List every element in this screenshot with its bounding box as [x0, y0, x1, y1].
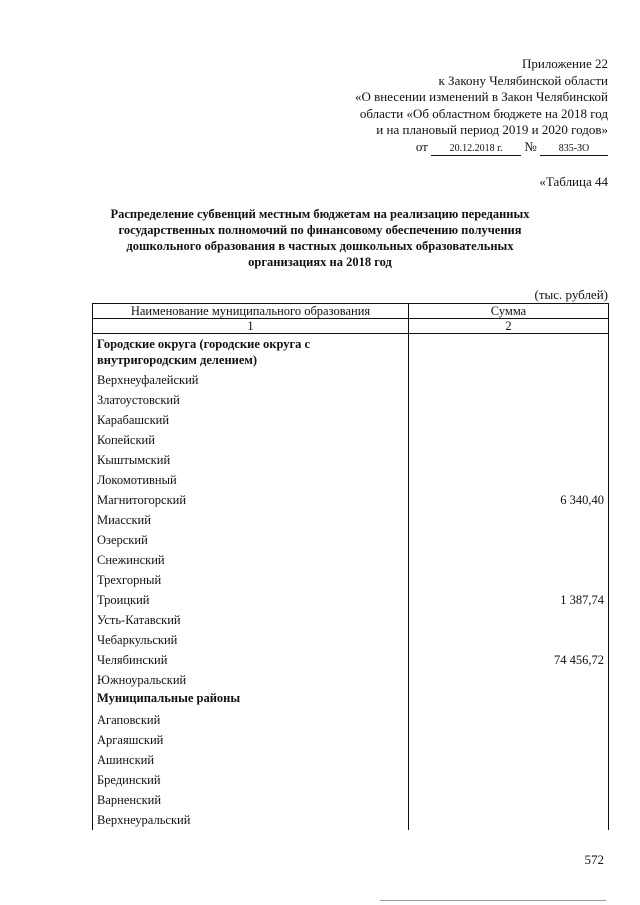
- section-sum-empty: [409, 690, 609, 710]
- municipality-sum: [409, 410, 609, 430]
- municipality-name: Карабашский: [93, 410, 409, 430]
- municipality-sum: [409, 530, 609, 550]
- municipality-sum: [409, 770, 609, 790]
- municipality-name: Озерский: [93, 530, 409, 550]
- table-row: [93, 610, 609, 630]
- section-sum-empty: [409, 334, 609, 371]
- units-label: (тыс. рублей): [534, 287, 608, 302]
- municipality-name: Верхнеуфалейский: [93, 370, 409, 390]
- table-header-row: [93, 304, 609, 319]
- municipality-sum: [409, 430, 609, 450]
- section-row-municipal-districts: [93, 690, 609, 710]
- table-row: [93, 810, 609, 830]
- section-row-urban-districts: [93, 334, 609, 371]
- table-row: [93, 410, 609, 430]
- table-row: [93, 570, 609, 590]
- table-row: [93, 530, 609, 550]
- municipality-sum: [409, 510, 609, 530]
- table-row: [93, 710, 609, 730]
- municipality-name: Златоустовский: [93, 390, 409, 410]
- table-row: [93, 790, 609, 810]
- municipality-sum: [409, 610, 609, 630]
- municipality-sum: [409, 710, 609, 730]
- municipality-name: Брединский: [93, 770, 409, 790]
- municipality-sum: [409, 470, 609, 490]
- law-number: 835-ЗО: [540, 143, 608, 156]
- municipality-name: Трехгорный: [93, 570, 409, 590]
- municipality-sum: [409, 670, 609, 690]
- municipality-sum: 74 456,72: [409, 650, 609, 670]
- municipality-name: Копейский: [93, 430, 409, 450]
- section-title-municipal-districts: Муниципальные районы: [93, 690, 409, 710]
- municipality-sum: [409, 750, 609, 770]
- subvention-table: [92, 303, 609, 830]
- municipality-name: Чебаркульский: [93, 630, 409, 650]
- footer-rule: [380, 900, 606, 901]
- table-row: [93, 450, 609, 470]
- municipality-sum: [409, 630, 609, 650]
- municipality-name: Агаповский: [93, 710, 409, 730]
- page-number: 572: [584, 852, 604, 867]
- municipality-name: Локомотивный: [93, 470, 409, 490]
- law-date-number-line: [355, 139, 608, 156]
- appendix-header: [355, 56, 608, 156]
- municipality-name: Аргаяшский: [93, 730, 409, 750]
- table-row: [93, 510, 609, 530]
- law-title-line-3: и на плановый период 2019 и 2020 годов»: [376, 122, 608, 137]
- municipality-sum: [409, 450, 609, 470]
- table-row: [93, 630, 609, 650]
- municipality-sum: [409, 550, 609, 570]
- table-label: «Таблица 44: [539, 174, 608, 189]
- municipality-name: Миасский: [93, 510, 409, 530]
- table-row: [93, 390, 609, 410]
- municipality-name: Варненский: [93, 790, 409, 810]
- municipality-sum: [409, 390, 609, 410]
- table-row: [93, 650, 609, 670]
- table-row: [93, 730, 609, 750]
- municipality-sum: 6 340,40: [409, 490, 609, 510]
- table-row: [93, 590, 609, 610]
- table-row: [93, 490, 609, 510]
- law-title-line-1: «О внесении изменений в Закон Челябинской: [354, 89, 608, 104]
- table-row: [93, 470, 609, 490]
- column-header-name: Наименование муниципального образования: [93, 304, 409, 319]
- municipality-name: Троицкий: [93, 590, 409, 610]
- municipality-name: Челябинский: [93, 650, 409, 670]
- law-title-line-2: области «Об областном бюджете на 2018 год: [359, 105, 608, 121]
- table-row: [93, 550, 609, 570]
- municipality-sum: [409, 570, 609, 590]
- table-row: [93, 430, 609, 450]
- table-column-numbers-row: [93, 319, 609, 334]
- table-row: [93, 370, 609, 390]
- number-label: №: [524, 138, 537, 154]
- appendix-number: Приложение 22: [521, 56, 608, 71]
- municipality-sum: [409, 790, 609, 810]
- municipality-name: Усть-Катавский: [93, 610, 409, 630]
- table-row: [93, 670, 609, 690]
- table-row: [93, 750, 609, 770]
- section-title-urban-districts: Городские округа (городские округа с внутригородским делением): [93, 334, 409, 371]
- document-title: Распределение субвенций местным бюджетам на реализацию переданных государственных полномочий по финансовому обеспечению получения дошкольного образования в частных дошкольных образовательных организациях на 2018 год: [110, 207, 530, 269]
- municipality-name: Ашинский: [93, 750, 409, 770]
- law-reference: к Закону Челябинской области: [438, 72, 608, 88]
- column-header-sum: Сумма: [409, 304, 609, 319]
- from-label: от: [415, 138, 428, 154]
- municipality-name: Снежинский: [93, 550, 409, 570]
- law-date: 20.12.2018 г.: [431, 143, 521, 156]
- municipality-sum: 1 387,74: [409, 590, 609, 610]
- municipality-name: Кыштымский: [93, 450, 409, 470]
- municipality-sum: [409, 810, 609, 830]
- column-number-2: 2: [409, 319, 609, 334]
- table-row: [93, 770, 609, 790]
- municipality-name: Верхнеуральский: [93, 810, 409, 830]
- municipality-name: Южноуральский: [93, 670, 409, 690]
- municipality-sum: [409, 370, 609, 390]
- municipality-sum: [409, 730, 609, 750]
- municipality-name: Магнитогорский: [93, 490, 409, 510]
- column-number-1: 1: [93, 319, 409, 334]
